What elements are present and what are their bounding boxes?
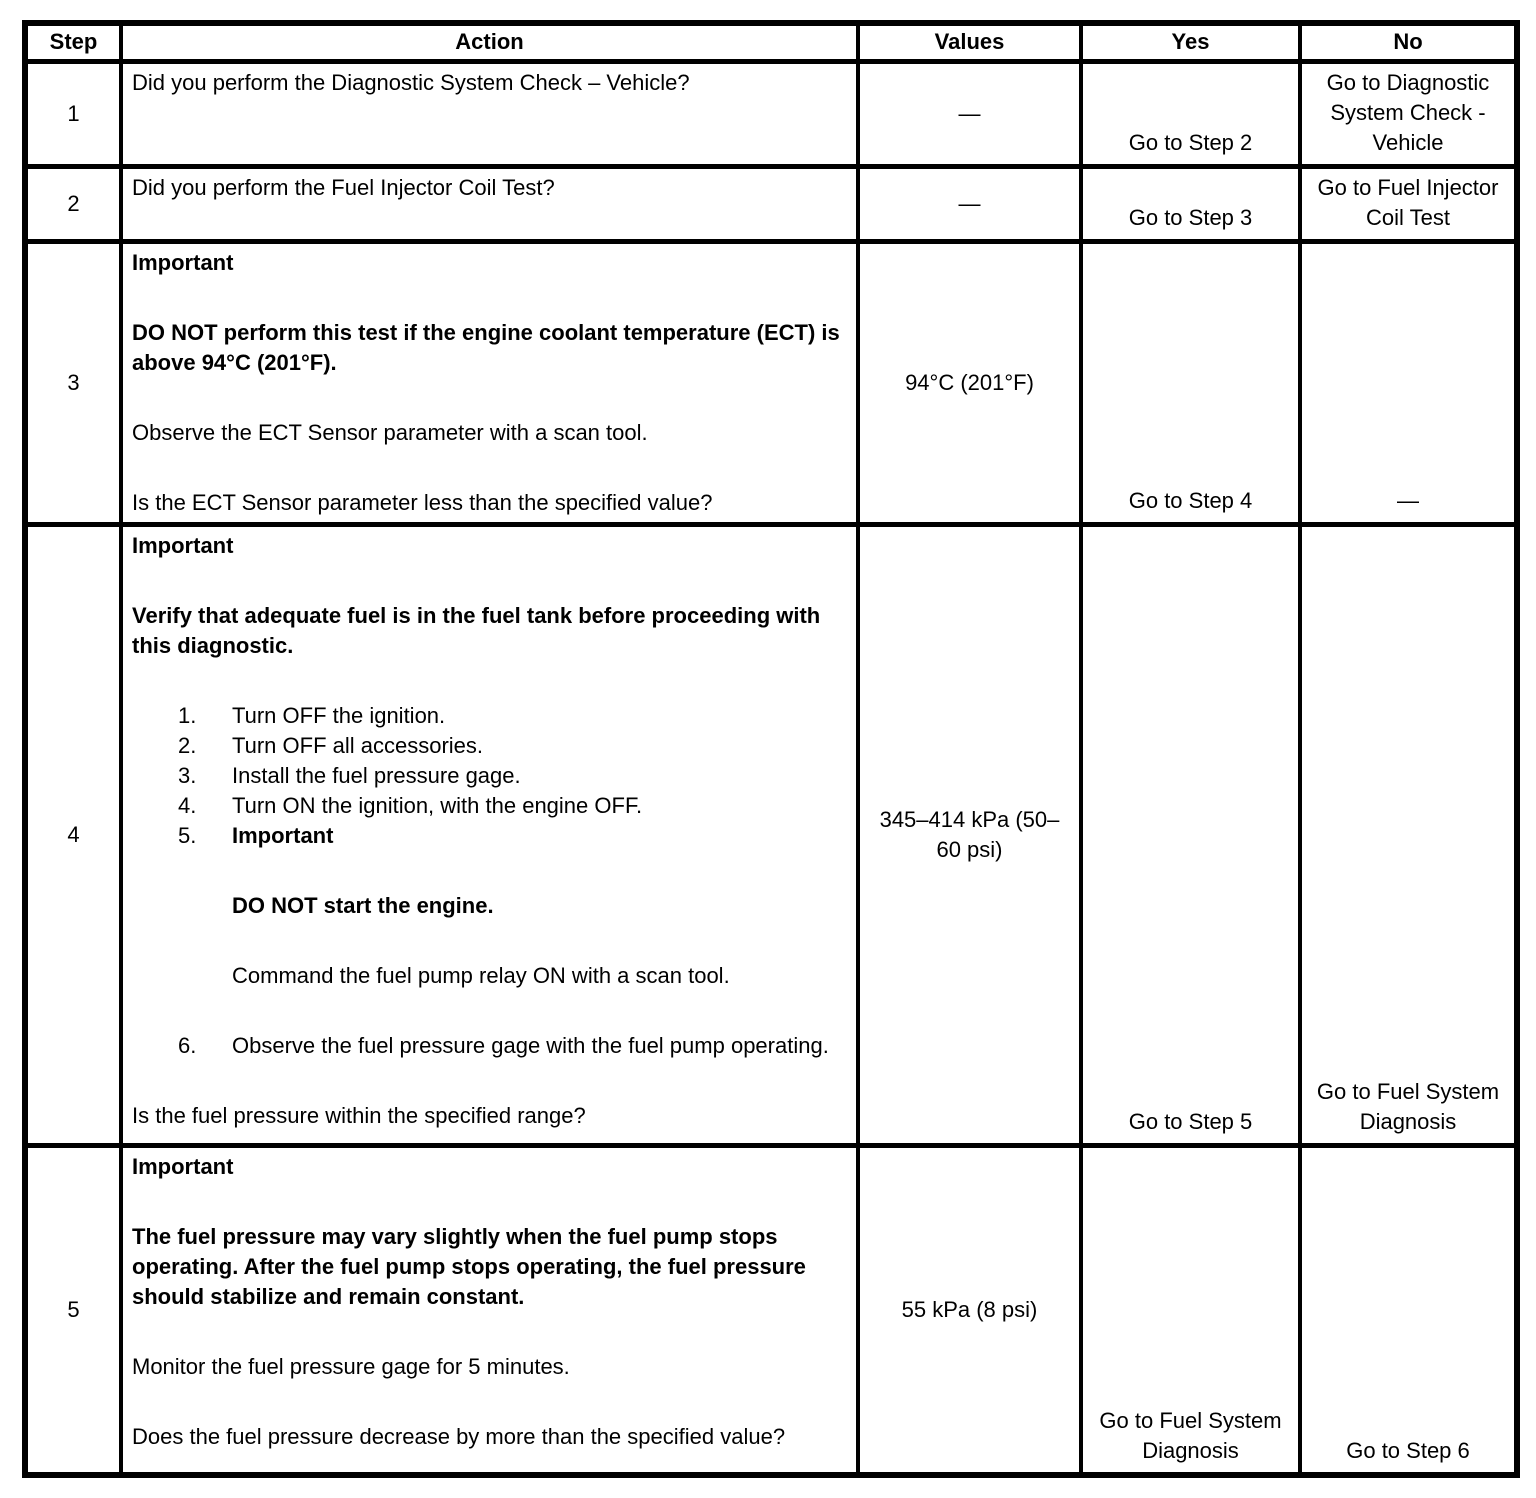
values-cell: — xyxy=(858,61,1081,166)
action-cell xyxy=(121,166,858,241)
values-cell: 94°C (201°F) xyxy=(858,241,1081,524)
step-cell: 2 xyxy=(25,166,121,241)
list-item xyxy=(178,761,847,791)
action-cell xyxy=(121,1145,858,1475)
no-cell: Go to Step 6 xyxy=(1300,1145,1517,1475)
yes-cell: Go to Step 2 xyxy=(1081,61,1300,166)
action-paragraph: Monitor the fuel pressure gage for 5 minutes. xyxy=(132,1353,570,1379)
action-paragraph: Turn OFF all accessories. xyxy=(232,732,484,758)
list-item-number: 3. xyxy=(178,762,197,788)
action-paragraph: Important xyxy=(132,532,234,558)
col-header-no: No xyxy=(1300,23,1517,61)
action-paragraph: The fuel pressure may vary slightly when the fuel pump stops operating. After the fuel pump stops operating, the fuel pressure should stabilize and remain constant. xyxy=(132,1223,806,1309)
action-paragraph: Important xyxy=(232,822,334,848)
action-paragraph: Verify that adequate fuel is in the fuel tank before proceeding with this diagnostic. xyxy=(132,602,821,658)
diagnostic-table xyxy=(22,20,1520,1478)
list-item-number: 2. xyxy=(178,732,197,758)
action-cell xyxy=(121,524,858,1145)
yes-cell: Go to Step 5 xyxy=(1081,524,1300,1145)
action-paragraph: Turn OFF the ignition. xyxy=(232,702,446,728)
list-item xyxy=(178,731,847,761)
no-cell: Go to Diagnostic System Check - Vehicle xyxy=(1300,61,1517,166)
table-row xyxy=(25,1145,1517,1475)
list-item-number: 4. xyxy=(178,792,197,818)
list-item-body xyxy=(232,821,847,991)
list-item-number: 1. xyxy=(178,702,197,728)
action-paragraph: DO NOT start the engine. xyxy=(232,892,494,918)
col-header-action: Action xyxy=(121,23,858,61)
col-header-values: Values xyxy=(858,23,1081,61)
action-paragraph: Did you perform the Fuel Injector Coil Test? xyxy=(132,174,555,200)
table-body xyxy=(25,61,1517,1475)
list-item-body xyxy=(232,791,847,821)
action-paragraph: Did you perform the Diagnostic System Check – Vehicle? xyxy=(132,69,690,95)
action-paragraph: Observe the fuel pressure gage with the fuel pump operating. xyxy=(232,1032,829,1058)
table-row xyxy=(25,241,1517,524)
action-cell xyxy=(121,241,858,524)
list-item-body xyxy=(232,761,847,791)
yes-cell: Go to Step 3 xyxy=(1081,166,1300,241)
values-cell: 345–414 kPa (50–60 psi) xyxy=(858,524,1081,1145)
list-item-body xyxy=(232,701,847,731)
action-paragraph: Is the fuel pressure within the specified range? xyxy=(132,1102,586,1128)
col-header-step: Step xyxy=(25,23,121,61)
action-cell xyxy=(121,61,858,166)
list-item-number: 6. xyxy=(178,1032,197,1058)
action-paragraph: Command the fuel pump relay ON with a scan tool. xyxy=(232,962,730,988)
table-row xyxy=(25,524,1517,1145)
step-cell: 5 xyxy=(25,1145,121,1475)
no-cell: — xyxy=(1300,241,1517,524)
list-item xyxy=(178,1031,847,1061)
action-paragraph: Important xyxy=(132,1153,234,1179)
action-paragraph: Does the fuel pressure decrease by more than the specified value? xyxy=(132,1423,786,1449)
table-row xyxy=(25,61,1517,166)
table-header xyxy=(25,23,1517,61)
action-paragraph: Is the ECT Sensor parameter less than the specified value? xyxy=(132,489,713,515)
values-cell: 55 kPa (8 psi) xyxy=(858,1145,1081,1475)
action-numbered-list xyxy=(132,701,847,1061)
header-row xyxy=(25,23,1517,61)
list-item-body xyxy=(232,1031,847,1061)
list-item-body xyxy=(232,731,847,761)
step-cell: 4 xyxy=(25,524,121,1145)
table-row xyxy=(25,166,1517,241)
list-item xyxy=(178,701,847,731)
no-cell: Go to Fuel System Diagnosis xyxy=(1300,524,1517,1145)
action-paragraph: Install the fuel pressure gage. xyxy=(232,762,521,788)
action-paragraph: DO NOT perform this test if the engine coolant temperature (ECT) is above 94°C (201°F). xyxy=(132,319,840,375)
values-cell: — xyxy=(858,166,1081,241)
yes-cell: Go to Fuel System Diagnosis xyxy=(1081,1145,1300,1475)
no-cell: Go to Fuel Injector Coil Test xyxy=(1300,166,1517,241)
list-item xyxy=(178,791,847,821)
yes-cell: Go to Step 4 xyxy=(1081,241,1300,524)
action-paragraph: Turn ON the ignition, with the engine OFF. xyxy=(232,792,643,818)
col-header-yes: Yes xyxy=(1081,23,1300,61)
step-cell: 3 xyxy=(25,241,121,524)
list-item-number: 5. xyxy=(178,822,197,848)
action-paragraph: Important xyxy=(132,249,234,275)
action-paragraph: Observe the ECT Sensor parameter with a scan tool. xyxy=(132,419,648,445)
step-cell: 1 xyxy=(25,61,121,166)
list-item xyxy=(178,821,847,991)
